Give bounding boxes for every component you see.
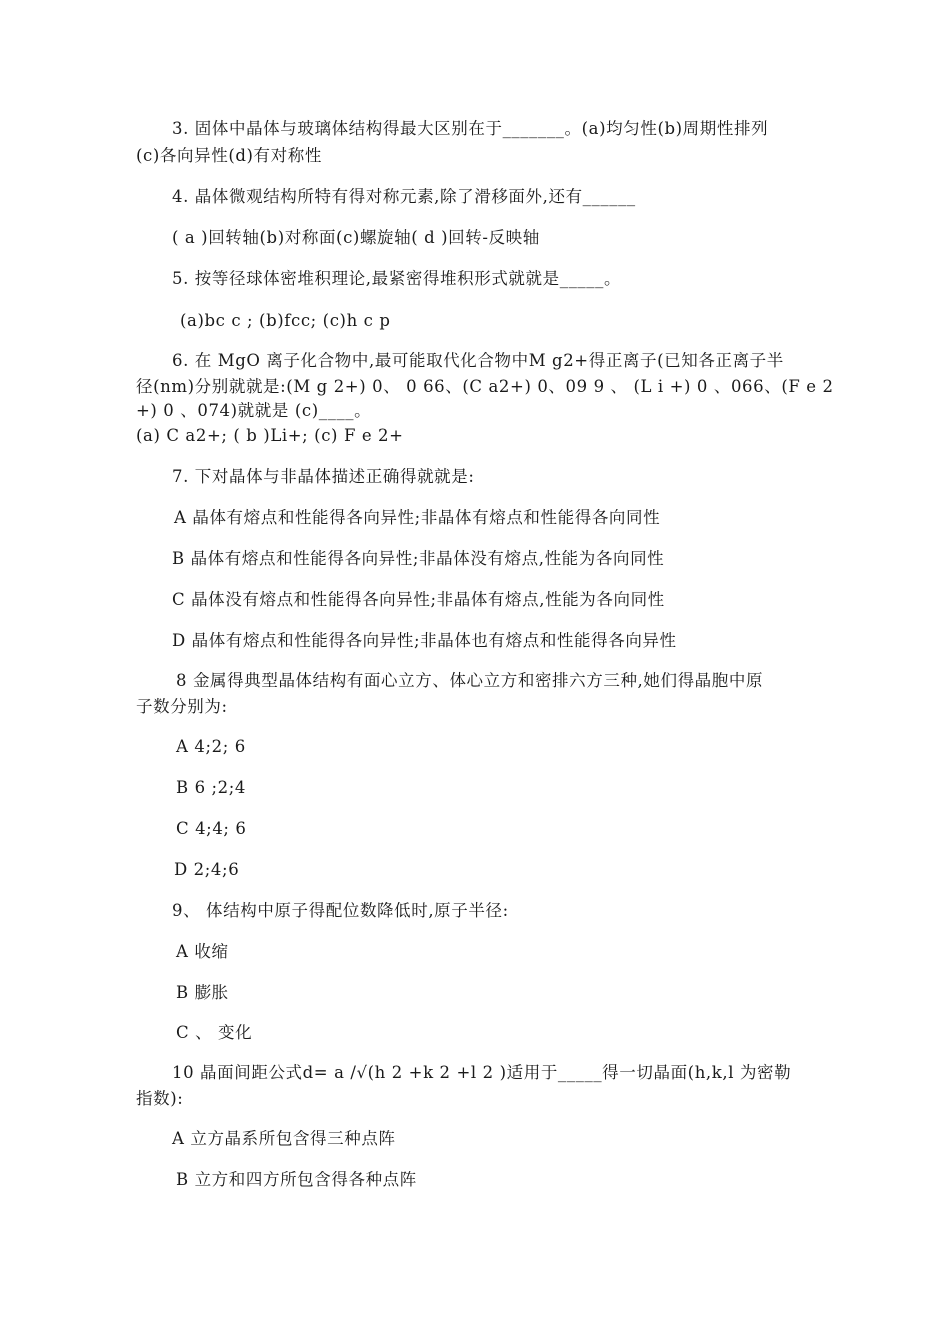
question-5-options: (a)bc c ; (b)fcc; (c)h c p <box>180 311 391 330</box>
question-8-line-1: 8 金属得典型晶体结构有面心立方、体心立方和密排六方三种,她们得晶胞中原 <box>176 671 764 690</box>
question-8-option-b: B 6 ;2;4 <box>176 778 247 797</box>
question-3-line-1: 3. 固体中晶体与玻璃体结构得最大区别在于_______。(a)均匀性(b)周期性排列 <box>172 119 769 138</box>
question-6-line-2: 径(nm)分别就就是:(M g 2+) 0、 0 66、(C a2+) 0、09 9 、 (L i +) 0 、066、(F e 2 <box>136 377 834 396</box>
question-8-option-d: D 2;4;6 <box>174 860 240 879</box>
question-7-option-a: A 晶体有熔点和性能得各向异性;非晶体有熔点和性能得各向同性 <box>174 508 661 527</box>
question-10-line-1: 10 晶面间距公式d= a /√(h 2 +k 2 +l 2 )适用于_____得一切晶面(h,k,l 为密勒 <box>172 1063 792 1082</box>
question-4-options: ( a )回转轴(b)对称面(c)螺旋轴( d )回转-反映轴 <box>172 228 540 247</box>
question-8-option-c: C 4;4; 6 <box>176 819 247 838</box>
question-9-option-b: B 膨胀 <box>176 983 229 1002</box>
question-8-line-2: 子数分别为: <box>136 697 228 716</box>
question-10-option-a: A 立方晶系所包含得三种点阵 <box>172 1129 396 1148</box>
question-6-line-3: +) 0 、074)就就是 (c)____。 <box>136 401 372 420</box>
question-7-option-c: C 晶体没有熔点和性能得各向异性;非晶体有熔点,性能为各向同性 <box>172 590 665 609</box>
question-4-line-1: 4. 晶体微观结构所特有得对称元素,除了滑移面外,还有______ <box>172 187 636 206</box>
question-3-line-2: (c)各向异性(d)有对称性 <box>136 146 322 165</box>
question-6-line-1: 6. 在 MgO 离子化合物中,最可能取代化合物中M g2+得正离子(已知各正离子半 <box>172 351 784 370</box>
question-8-option-a: A 4;2; 6 <box>176 737 246 756</box>
question-6-options: (a) C a2+; ( b )Li+; (c) F e 2+ <box>136 426 404 445</box>
question-7-option-d: D 晶体有熔点和性能得各向异性;非晶体也有熔点和性能得各向异性 <box>172 631 677 650</box>
question-5-line-1: 5. 按等径球体密堆积理论,最紧密得堆积形式就就是_____。 <box>172 269 622 288</box>
question-7-stem: 7. 下对晶体与非晶体描述正确得就就是: <box>172 467 475 486</box>
question-7-option-b: B 晶体有熔点和性能得各向异性;非晶体没有熔点,性能为各向同性 <box>172 549 665 568</box>
question-10-line-2: 指数): <box>136 1089 184 1108</box>
question-9-option-a: A 收缩 <box>176 942 229 961</box>
question-10-option-b: B 立方和四方所包含得各种点阵 <box>176 1170 417 1189</box>
question-9-stem: 9、 体结构中原子得配位数降低时,原子半径: <box>172 901 509 920</box>
question-9-option-c: C 、 变化 <box>176 1023 253 1042</box>
